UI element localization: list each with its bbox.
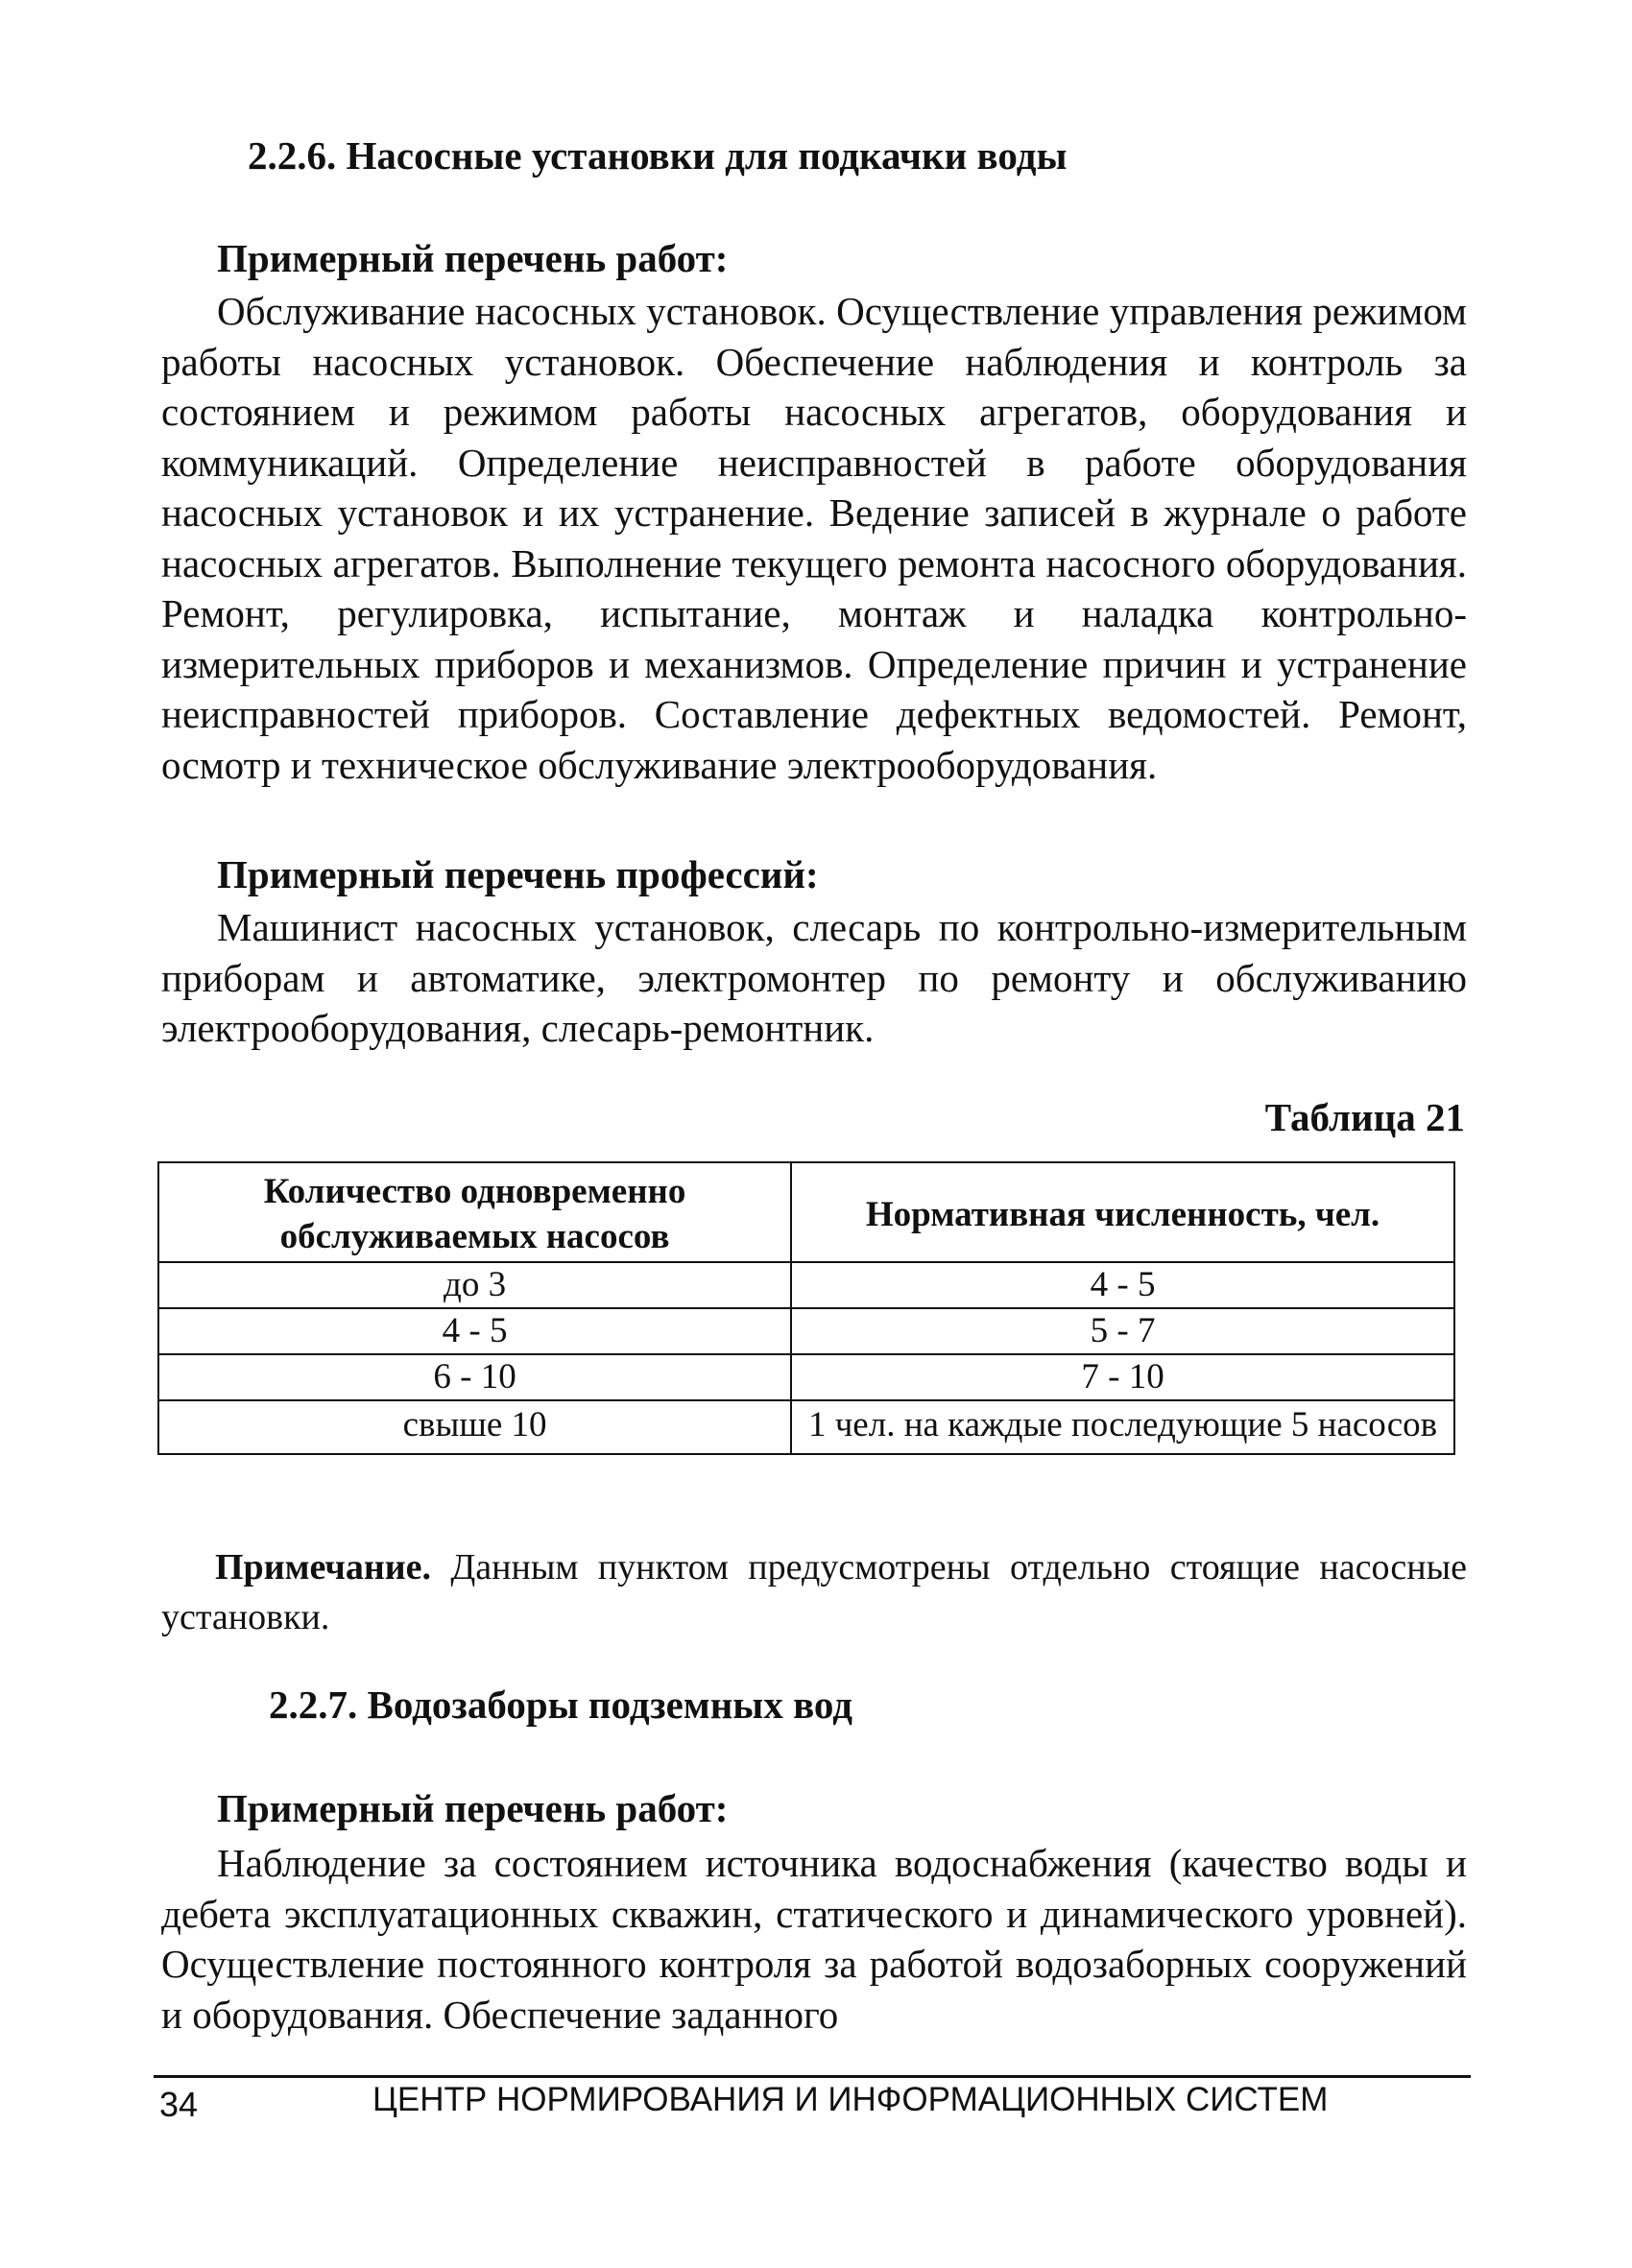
note-text: Данным пунктом предусмотрены отдельно стоящие насосные установки. bbox=[161, 1547, 1467, 1637]
professions-list-title: Примерный перечень профессий: bbox=[217, 852, 819, 896]
table-cell: свыше 10 bbox=[158, 1400, 791, 1454]
page-number: 34 bbox=[159, 2085, 199, 2124]
staffing-norms-table bbox=[157, 1161, 1455, 1455]
table-cell: 1 чел. на каждые последующие 5 насосов bbox=[791, 1400, 1454, 1454]
table-row bbox=[158, 1262, 1454, 1308]
column-header-staff: Нормативная численность, чел. bbox=[791, 1162, 1454, 1262]
column-header-pumps: Количество одновременно обслуживаемых насосов bbox=[158, 1162, 791, 1262]
table-note bbox=[161, 1542, 1467, 1642]
table-cell: 5 - 7 bbox=[791, 1308, 1454, 1354]
table-row bbox=[158, 1308, 1454, 1354]
table-header-row bbox=[158, 1162, 1454, 1262]
section-heading-2-2-6: 2.2.6. Насосные установки для подкачки воды bbox=[248, 133, 1068, 178]
running-footer-title: ЦЕНТР НОРМИРОВАНИЯ И ИНФОРМАЦИОННЫХ СИСТЕМ bbox=[372, 2081, 1329, 2118]
table-cell: 7 - 10 bbox=[791, 1354, 1454, 1400]
works-list-text-2: Наблюдение за состоянием источника водоснабжения (качество воды и дебета эксплуатационных скважин, статического и динамического уровней). Осуществление постоянного контроля за работой водозаборных сооружений и оборудования. Обеспечение заданного bbox=[161, 1841, 1467, 2037]
note-label: Примечание. bbox=[215, 1547, 431, 1588]
professions-list-text: Машинист насосных установок, слесарь по контрольно-измерительным приборам и автоматике, электромонтер по ремонту и обслуживанию электрооборудования, слесарь-ремонтник. bbox=[161, 905, 1467, 1050]
table-cell: 4 - 5 bbox=[791, 1262, 1454, 1308]
table-cell: 4 - 5 bbox=[158, 1308, 791, 1354]
works-list-text: Обслуживание насосных установок. Осуществление управления режимом работы насосных установок. Обеспечение наблюдения и контроль за состоянием и режимом работы насосных агрегатов, оборудования и коммуникаций. Определение неисправностей в работе оборудования насосных установок и их устранение. Ведение записей в журнале о работе насосных агрегатов. Выполнение текущего ремонта насосного оборудования. Ремонт, регулировка, испытание, монтаж и наладка контрольно-измерительных приборов и механизмов. Определение причин и устранение неисправностей приборов. Составление дефектных ведомостей. Ремонт, осмотр и техническое обслуживание электрооборудования. bbox=[161, 289, 1467, 787]
table-cell: до 3 bbox=[158, 1262, 791, 1308]
table-cell: 6 - 10 bbox=[158, 1354, 791, 1400]
footer-rule bbox=[154, 2075, 1471, 2078]
table-caption: Таблица 21 bbox=[1264, 1095, 1465, 1139]
section-heading-2-2-7: 2.2.7. Водозаборы подземных вод bbox=[269, 1683, 852, 1727]
works-list-title-2: Примерный перечень работ: bbox=[217, 1786, 729, 1830]
table-row bbox=[158, 1354, 1454, 1400]
table-row bbox=[158, 1400, 1454, 1454]
works-list-title: Примерный перечень работ: bbox=[217, 236, 729, 280]
